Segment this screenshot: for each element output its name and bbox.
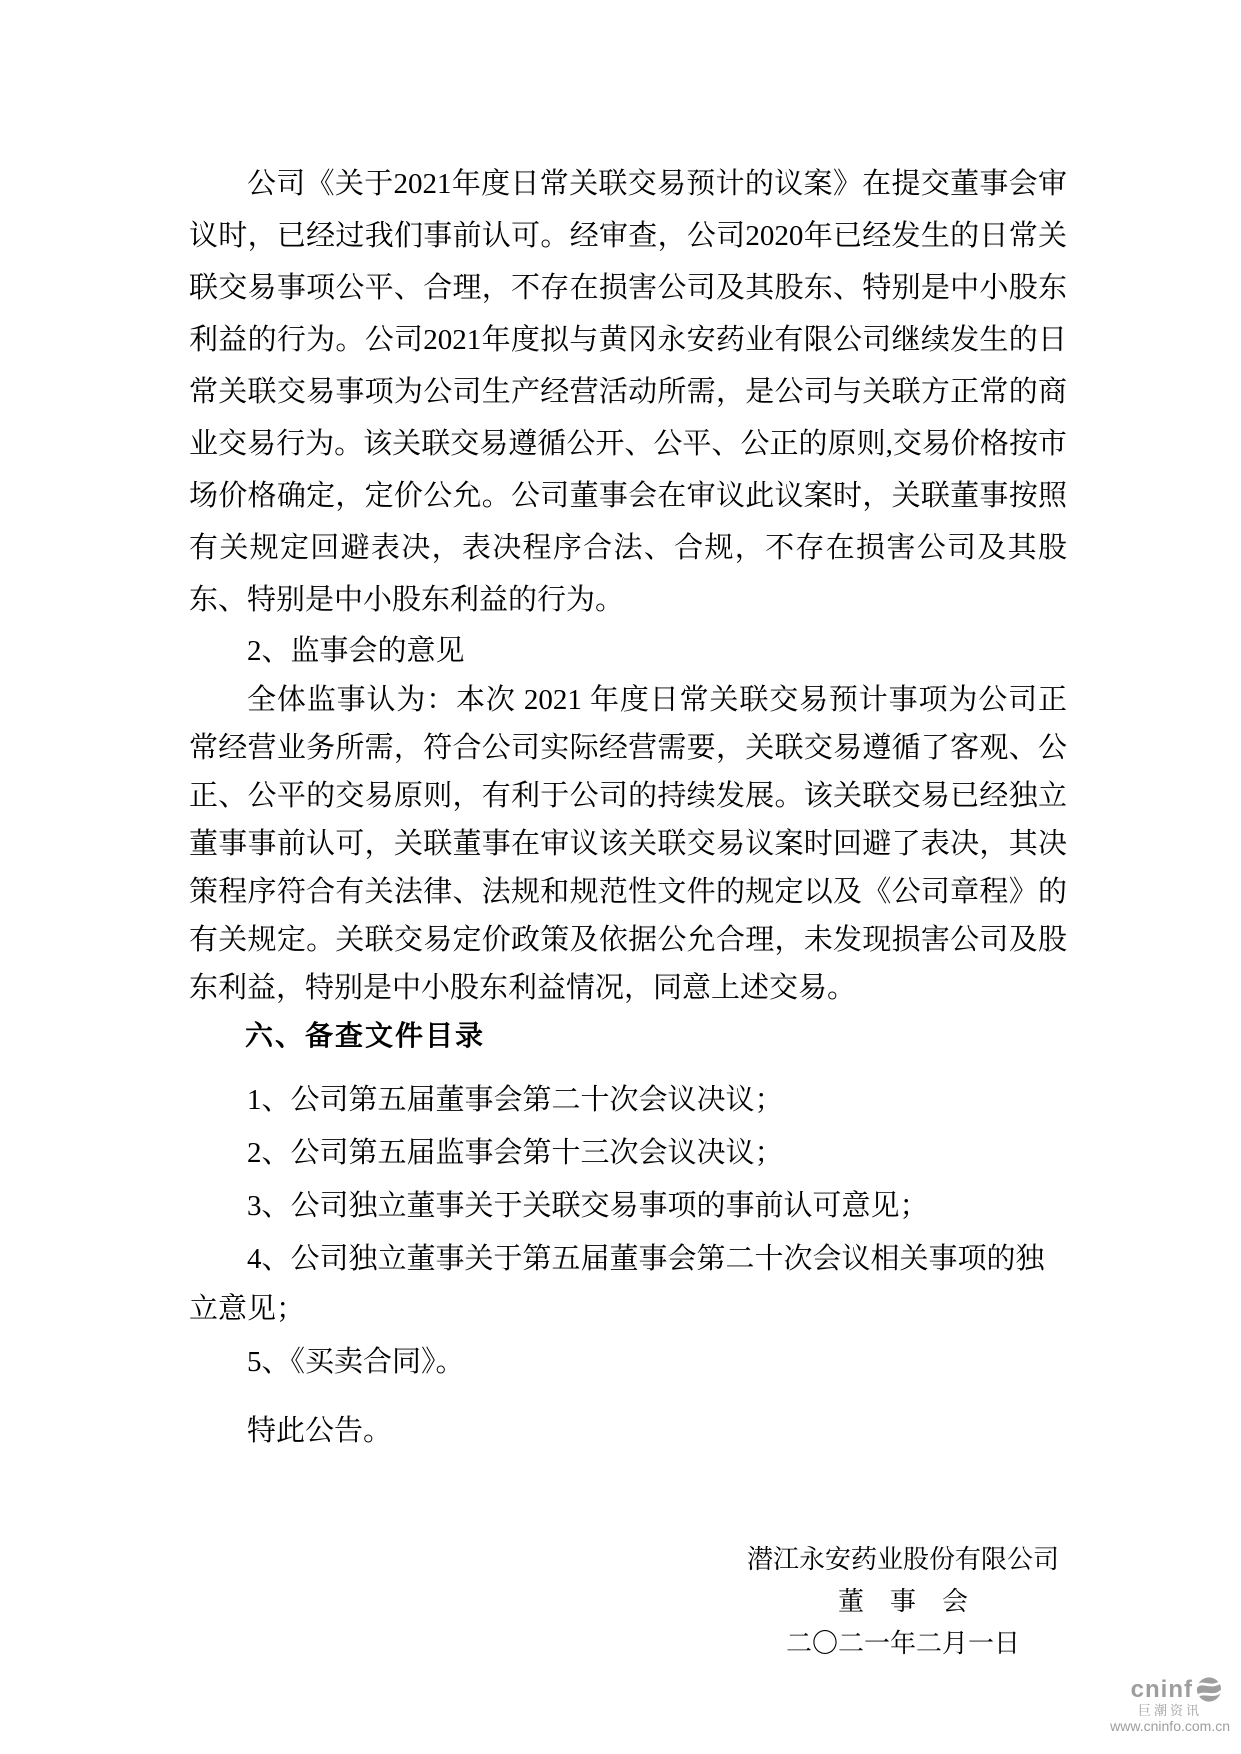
cninfo-logo-row bbox=[1110, 1676, 1230, 1703]
signature-board-of-directors: 董 事 会 bbox=[837, 1587, 968, 1616]
cninfo-logo-text: cninf bbox=[1130, 1675, 1193, 1703]
signature-date: 二〇二一年二月一日 bbox=[785, 1629, 1020, 1658]
cninfo-swirl-icon bbox=[1196, 1676, 1222, 1703]
subheading-supervisory-board-opinion: 2、监事会的意见 bbox=[247, 635, 465, 667]
cninfo-chinese-label: 巨潮资讯 bbox=[1137, 1703, 1202, 1718]
closing-statement: 特此公告。 bbox=[247, 1415, 393, 1447]
reference-document-list bbox=[189, 1075, 1067, 1387]
paragraph-board-opinion: 公司《关于2021年度日常关联交易预计的议案》在提交董事会审议时，已经过我们事前认可。经审查，公司2020年已经发生的日常关联交易事项公平、合理，不存在损害公司及其股东、特别是中小股东利益的行为。公司2021年度拟与黄冈永安药业有限公司继续发生的日常关联交易事项为公司生产经营活动所需，是公司与关联方正常的商业交易行为。该关联交易遵循公开、公平、公正的原则,交易价格按市场价格确定，定价公允。公司董事会在审议此议案时，关联董事按照有关规定回避表决，表决程序合法、合规，不存在损害公司及其股东、特别是中小股东利益的行为。 bbox=[189, 168, 1067, 616]
list-item-sales-contract: 5、《买卖合同》。 bbox=[247, 1346, 465, 1378]
list-item-independent-opinion: 4、公司独立董事关于第五届董事会第二十次会议相关事项的独立意见； bbox=[189, 1243, 1045, 1325]
section-heading-reference-documents: 六、备查文件目录 bbox=[245, 1020, 486, 1051]
paragraph-supervisory-opinion: 全体监事认为：本次 2021 年度日常关联交易预计事项为公司正常经营业务所需，符合公司实际经营需要，关联交易遵循了客观、公正、公平的交易原则，有利于公司的持续发展。该关联交易已经独立董事事前认可，关联董事在审议该关联交易议案时回避了表决，其决策程序符合有关法律、法规和规范性文件的规定以及《公司章程》的有关规定。关联交易定价政策及依据公允合理，未发现损害公司及股东利益，特别是中小股东利益情况，同意上述交易。 bbox=[189, 684, 1067, 1004]
signature-company-name: 潜江永安药业股份有限公司 bbox=[747, 1545, 1060, 1574]
list-item-board-resolution: 1、公司第五届董事会第二十次会议决议； bbox=[247, 1084, 784, 1116]
signature-block bbox=[747, 1539, 1059, 1665]
document-body bbox=[189, 158, 1067, 1665]
cninfo-watermark bbox=[1110, 1676, 1230, 1734]
list-item-supervisory-resolution: 2、公司第五届监事会第十三次会议决议； bbox=[247, 1137, 784, 1169]
cninfo-url-text: www.cninfo.com.cn bbox=[1110, 1718, 1230, 1734]
list-item-prior-approval-opinion: 3、公司独立董事关于关联交易事项的事前认可意见； bbox=[247, 1190, 929, 1222]
